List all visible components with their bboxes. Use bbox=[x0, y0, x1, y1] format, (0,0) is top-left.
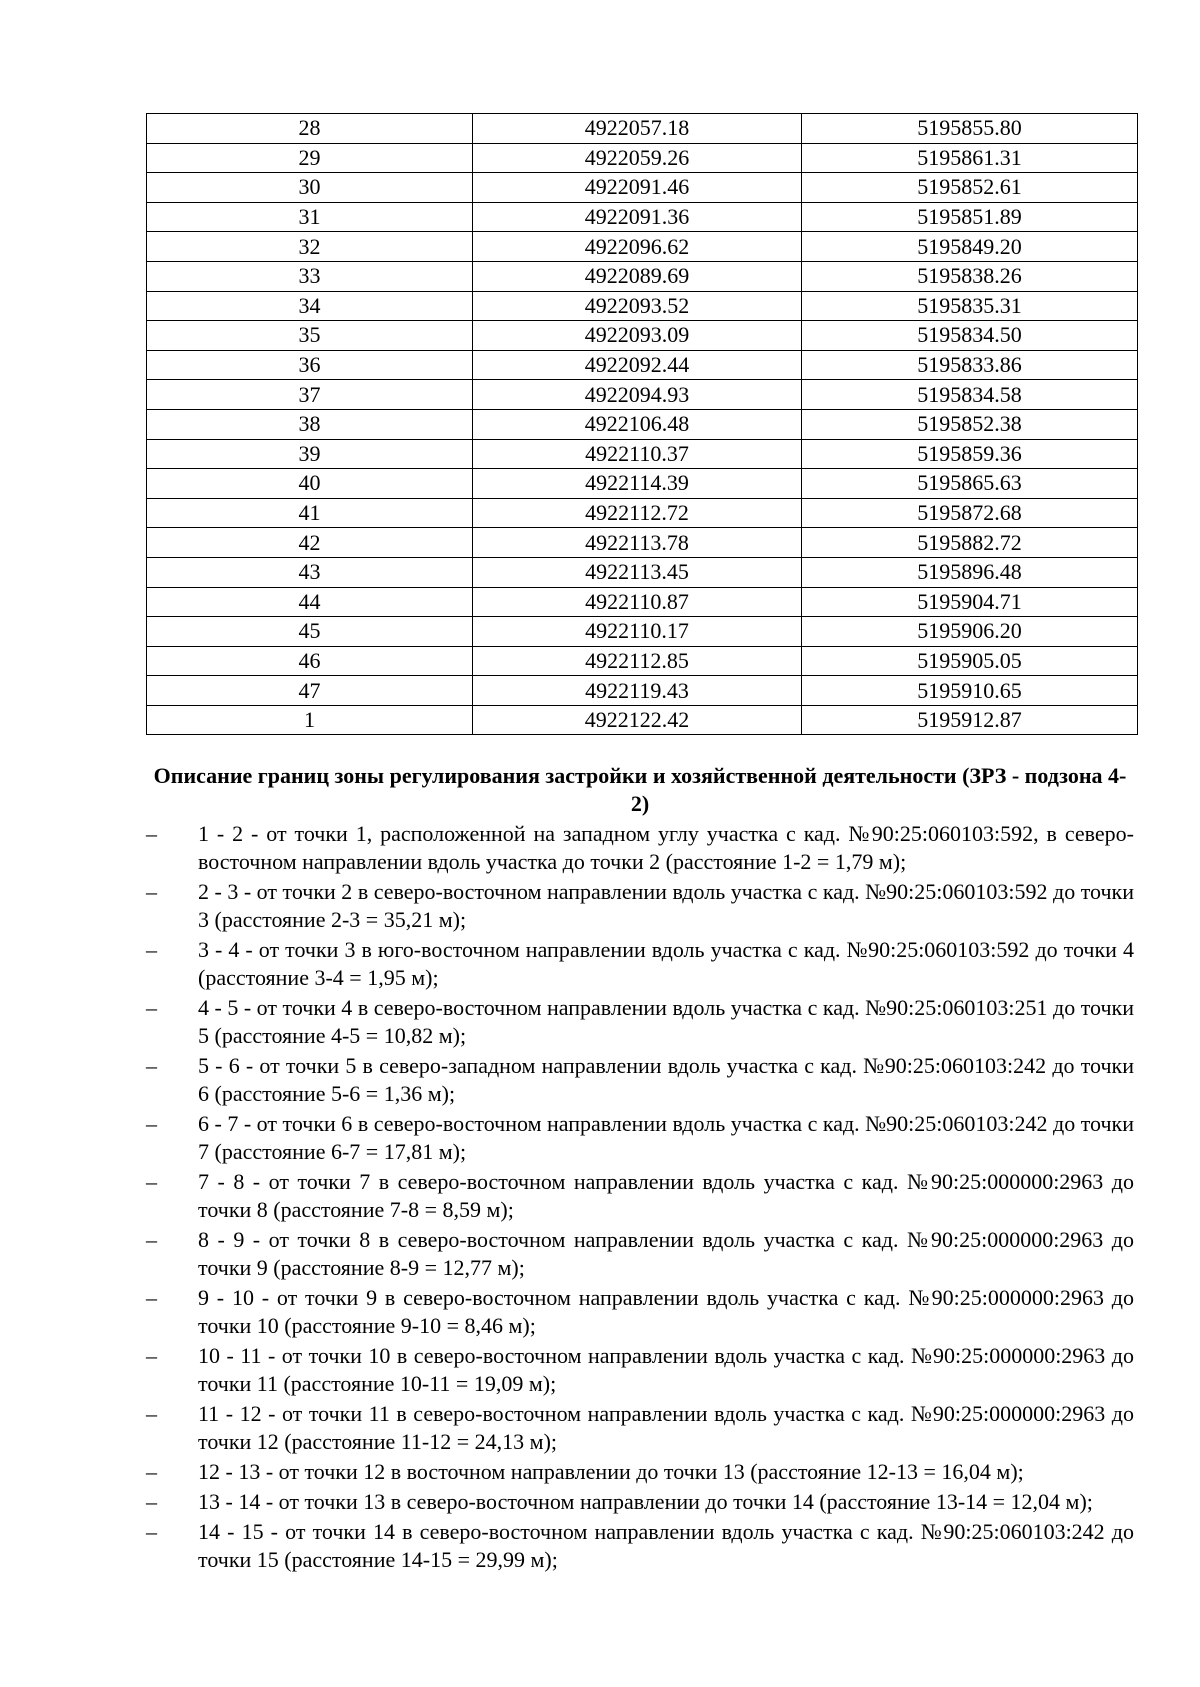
point-number-cell: 42 bbox=[147, 528, 473, 558]
list-item-text: 4 - 5 - от точки 4 в северо-восточном направлении вдоль участка с кад. №90:25:060103:251 до точки 5 (расстояние 4-5 = 10,82 м); bbox=[198, 995, 1134, 1048]
point-number-cell: 30 bbox=[147, 173, 473, 203]
list-bullet: – bbox=[146, 1111, 157, 1136]
list-item bbox=[146, 1052, 1134, 1108]
table-row bbox=[147, 380, 1138, 410]
table-row bbox=[147, 676, 1138, 706]
point-number-cell: 36 bbox=[147, 350, 473, 380]
list-bullet: – bbox=[146, 995, 157, 1020]
list-item-text: 1 - 2 - от точки 1, расположенной на западном углу участка с кад. №90:25:060103:592, в северо-восточном направлении вдоль участка до точки 2 (расстояние 1-2 = 1,79 м); bbox=[198, 821, 1134, 874]
table-row bbox=[147, 321, 1138, 351]
boundary-description-list bbox=[146, 820, 1134, 1576]
list-bullet: – bbox=[146, 937, 157, 962]
x-coordinate-cell: 4922113.78 bbox=[473, 528, 802, 558]
y-coordinate-cell: 5195859.36 bbox=[802, 439, 1138, 469]
point-number-cell: 44 bbox=[147, 587, 473, 617]
table-row bbox=[147, 439, 1138, 469]
x-coordinate-cell: 4922110.17 bbox=[473, 617, 802, 647]
list-bullet: – bbox=[146, 821, 157, 846]
table-row bbox=[147, 202, 1138, 232]
table-row bbox=[147, 557, 1138, 587]
point-number-cell: 46 bbox=[147, 646, 473, 676]
list-item-text: 12 - 13 - от точки 12 в восточном направлении до точки 13 (расстояние 12-13 = 16,04 м); bbox=[198, 1459, 1024, 1484]
list-item bbox=[146, 1518, 1134, 1574]
x-coordinate-cell: 4922089.69 bbox=[473, 261, 802, 291]
x-coordinate-cell: 4922113.45 bbox=[473, 557, 802, 587]
list-item bbox=[146, 878, 1134, 934]
list-item bbox=[146, 820, 1134, 876]
x-coordinate-cell: 4922093.09 bbox=[473, 321, 802, 351]
list-bullet: – bbox=[146, 1053, 157, 1078]
y-coordinate-cell: 5195910.65 bbox=[802, 676, 1138, 706]
point-number-cell: 32 bbox=[147, 232, 473, 262]
table-row bbox=[147, 291, 1138, 321]
coordinates-table bbox=[146, 113, 1138, 735]
list-bullet: – bbox=[146, 1169, 157, 1194]
list-item-text: 5 - 6 - от точки 5 в северо-западном направлении вдоль участка с кад. №90:25:060103:242 до точки 6 (расстояние 5-6 = 1,36 м); bbox=[198, 1053, 1134, 1106]
table-row bbox=[147, 528, 1138, 558]
y-coordinate-cell: 5195838.26 bbox=[802, 261, 1138, 291]
x-coordinate-cell: 4922059.26 bbox=[473, 143, 802, 173]
list-item bbox=[146, 936, 1134, 992]
point-number-cell: 40 bbox=[147, 469, 473, 499]
table-row bbox=[147, 350, 1138, 380]
point-number-cell: 38 bbox=[147, 409, 473, 439]
table-row bbox=[147, 114, 1138, 144]
x-coordinate-cell: 4922092.44 bbox=[473, 350, 802, 380]
list-bullet: – bbox=[146, 1459, 157, 1484]
table-row bbox=[147, 617, 1138, 647]
list-item bbox=[146, 1168, 1134, 1224]
x-coordinate-cell: 4922112.85 bbox=[473, 646, 802, 676]
point-number-cell: 39 bbox=[147, 439, 473, 469]
list-item-text: 10 - 11 - от точки 10 в северо-восточном направлении вдоль участка с кад. №90:25:000000:2963 до точки 11 (расстояние 10-11 = 19,09 м); bbox=[198, 1343, 1134, 1396]
point-number-cell: 41 bbox=[147, 498, 473, 528]
list-bullet: – bbox=[146, 1285, 157, 1310]
y-coordinate-cell: 5195882.72 bbox=[802, 528, 1138, 558]
list-bullet: – bbox=[146, 1519, 157, 1544]
y-coordinate-cell: 5195833.86 bbox=[802, 350, 1138, 380]
y-coordinate-cell: 5195906.20 bbox=[802, 617, 1138, 647]
table-row bbox=[147, 173, 1138, 203]
list-item bbox=[146, 1284, 1134, 1340]
point-number-cell: 37 bbox=[147, 380, 473, 410]
x-coordinate-cell: 4922091.46 bbox=[473, 173, 802, 203]
point-number-cell: 1 bbox=[147, 705, 473, 735]
point-number-cell: 47 bbox=[147, 676, 473, 706]
point-number-cell: 31 bbox=[147, 202, 473, 232]
list-item bbox=[146, 1226, 1134, 1282]
point-number-cell: 43 bbox=[147, 557, 473, 587]
y-coordinate-cell: 5195861.31 bbox=[802, 143, 1138, 173]
list-item bbox=[146, 1342, 1134, 1398]
list-item-text: 9 - 10 - от точки 9 в северо-восточном направлении вдоль участка с кад. №90:25:000000:2963 до точки 10 (расстояние 9-10 = 8,46 м); bbox=[198, 1285, 1134, 1338]
x-coordinate-cell: 4922112.72 bbox=[473, 498, 802, 528]
table-row bbox=[147, 261, 1138, 291]
y-coordinate-cell: 5195896.48 bbox=[802, 557, 1138, 587]
x-coordinate-cell: 4922106.48 bbox=[473, 409, 802, 439]
x-coordinate-cell: 4922119.43 bbox=[473, 676, 802, 706]
list-item bbox=[146, 994, 1134, 1050]
list-item-text: 13 - 14 - от точки 13 в северо-восточном направлении до точки 14 (расстояние 13-14 = 12,04 м); bbox=[198, 1489, 1093, 1514]
point-number-cell: 28 bbox=[147, 114, 473, 144]
y-coordinate-cell: 5195834.58 bbox=[802, 380, 1138, 410]
y-coordinate-cell: 5195905.05 bbox=[802, 646, 1138, 676]
list-item-text: 11 - 12 - от точки 11 в северо-восточном направлении вдоль участка с кад. №90:25:000000:2963 до точки 12 (расстояние 11-12 = 24,13 м); bbox=[198, 1401, 1134, 1454]
table-row bbox=[147, 469, 1138, 499]
list-bullet: – bbox=[146, 1489, 157, 1514]
y-coordinate-cell: 5195835.31 bbox=[802, 291, 1138, 321]
table-row bbox=[147, 705, 1138, 735]
table-row bbox=[147, 587, 1138, 617]
y-coordinate-cell: 5195855.80 bbox=[802, 114, 1138, 144]
list-item-text: 8 - 9 - от точки 8 в северо-восточном направлении вдоль участка с кад. №90:25:000000:2963 до точки 9 (расстояние 8-9 = 12,77 м); bbox=[198, 1227, 1134, 1280]
list-item-text: 7 - 8 - от точки 7 в северо-восточном направлении вдоль участка с кад. №90:25:000000:2963 до точки 8 (расстояние 7-8 = 8,59 м); bbox=[198, 1169, 1134, 1222]
list-item bbox=[146, 1488, 1134, 1516]
x-coordinate-cell: 4922091.36 bbox=[473, 202, 802, 232]
y-coordinate-cell: 5195912.87 bbox=[802, 705, 1138, 735]
y-coordinate-cell: 5195852.61 bbox=[802, 173, 1138, 203]
point-number-cell: 29 bbox=[147, 143, 473, 173]
list-bullet: – bbox=[146, 879, 157, 904]
point-number-cell: 34 bbox=[147, 291, 473, 321]
list-item-text: 2 - 3 - от точки 2 в северо-восточном направлении вдоль участка с кад. №90:25:060103:592 до точки 3 (расстояние 2-3 = 35,21 м); bbox=[198, 879, 1134, 932]
list-bullet: – bbox=[146, 1227, 157, 1252]
y-coordinate-cell: 5195872.68 bbox=[802, 498, 1138, 528]
y-coordinate-cell: 5195851.89 bbox=[802, 202, 1138, 232]
table-row bbox=[147, 409, 1138, 439]
list-item bbox=[146, 1110, 1134, 1166]
y-coordinate-cell: 5195904.71 bbox=[802, 587, 1138, 617]
x-coordinate-cell: 4922122.42 bbox=[473, 705, 802, 735]
coordinates-table-body bbox=[147, 114, 1138, 735]
list-item bbox=[146, 1400, 1134, 1456]
y-coordinate-cell: 5195865.63 bbox=[802, 469, 1138, 499]
section-heading: Описание границ зоны регулирования застройки и хозяйственной деятельности (ЗРЗ - подзона 4-2) bbox=[153, 763, 1127, 816]
list-item-text: 14 - 15 - от точки 14 в северо-восточном направлении вдоль участка с кад. №90:25:060103:242 до точки 15 (расстояние 14-15 = 29,99 м); bbox=[198, 1519, 1134, 1572]
y-coordinate-cell: 5195852.38 bbox=[802, 409, 1138, 439]
list-item-text: 6 - 7 - от точки 6 в северо-восточном направлении вдоль участка с кад. №90:25:060103:242 до точки 7 (расстояние 6-7 = 17,81 м); bbox=[198, 1111, 1134, 1164]
table-row bbox=[147, 232, 1138, 262]
x-coordinate-cell: 4922114.39 bbox=[473, 469, 802, 499]
table-row bbox=[147, 143, 1138, 173]
y-coordinate-cell: 5195849.20 bbox=[802, 232, 1138, 262]
point-number-cell: 33 bbox=[147, 261, 473, 291]
point-number-cell: 35 bbox=[147, 321, 473, 351]
x-coordinate-cell: 4922057.18 bbox=[473, 114, 802, 144]
x-coordinate-cell: 4922110.37 bbox=[473, 439, 802, 469]
x-coordinate-cell: 4922110.87 bbox=[473, 587, 802, 617]
list-item bbox=[146, 1458, 1134, 1486]
table-row bbox=[147, 646, 1138, 676]
list-item-text: 3 - 4 - от точки 3 в юго-восточном направлении вдоль участка с кад. №90:25:060103:592 до точки 4 (расстояние 3-4 = 1,95 м); bbox=[198, 937, 1134, 990]
x-coordinate-cell: 4922096.62 bbox=[473, 232, 802, 262]
x-coordinate-cell: 4922094.93 bbox=[473, 380, 802, 410]
x-coordinate-cell: 4922093.52 bbox=[473, 291, 802, 321]
point-number-cell: 45 bbox=[147, 617, 473, 647]
list-bullet: – bbox=[146, 1343, 157, 1368]
table-row bbox=[147, 498, 1138, 528]
list-bullet: – bbox=[146, 1401, 157, 1426]
y-coordinate-cell: 5195834.50 bbox=[802, 321, 1138, 351]
